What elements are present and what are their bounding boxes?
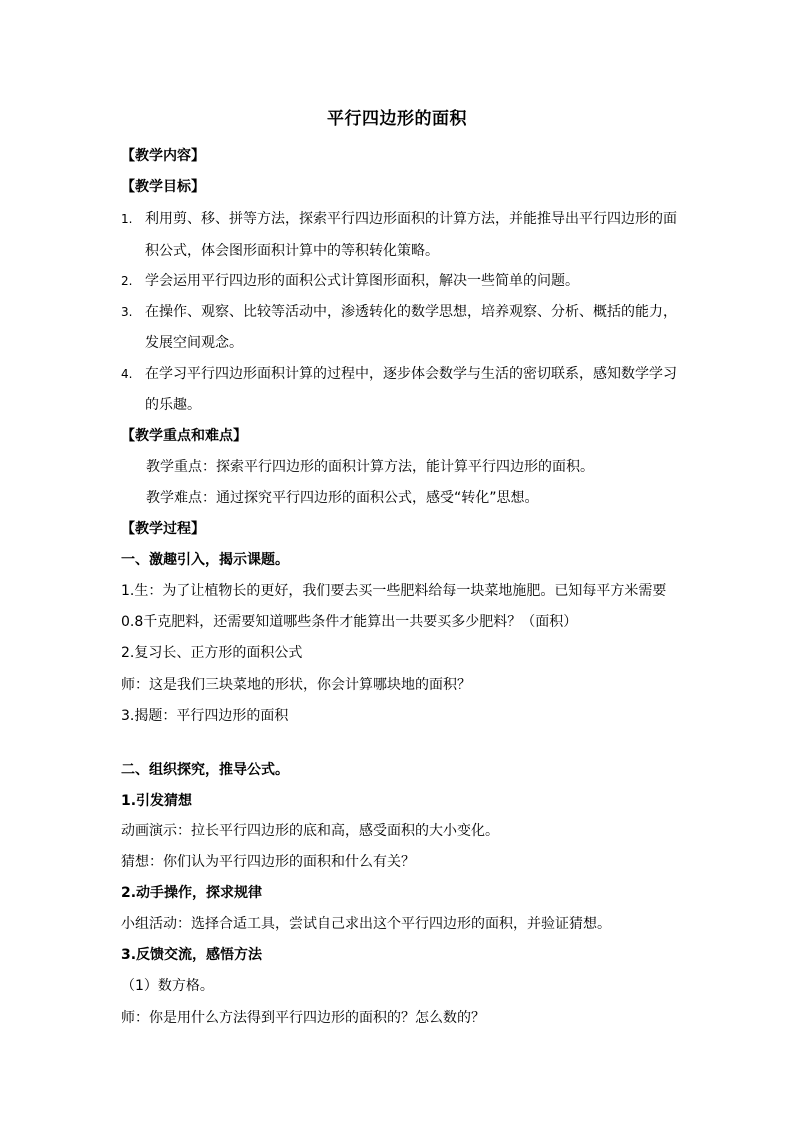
- section-2-paragraph-3: 小组活动：选择合适工具，尝试自己求出这个平行四边形的面积，并验证猜想。: [121, 916, 611, 932]
- goal-item-3: [121, 302, 677, 322]
- section-2-subheading-3: 3.反馈交流，感悟方法: [121, 947, 263, 963]
- section-2-heading: 二、组织探究，推导公式。: [121, 762, 289, 778]
- content-heading: 【教学内容】: [121, 148, 205, 164]
- section-1-paragraph-4: 3.揭题：平行四边形的面积: [121, 708, 289, 724]
- goal-item-1-continued: 积公式，体会图形面积计算中的等积转化策略。: [145, 243, 439, 259]
- section-2-paragraph-5: 师：你是用什么方法得到平行四边形的面积的？怎么数的？: [121, 1010, 485, 1026]
- section-1-paragraph-3: 师：这是我们三块菜地的形状，你会计算哪块地的面积？: [121, 677, 471, 693]
- process-heading: 【教学过程】: [121, 521, 205, 537]
- goal-text: 学会运用平行四边形的面积公式计算图形面积，解决一些简单的问题。: [145, 273, 579, 289]
- goal-number: 2.: [121, 274, 133, 288]
- key-heading: 【教学重点和难点】: [121, 428, 247, 444]
- section-2-paragraph-1: 动画演示：拉长平行四边形的底和高，感受面积的大小变化。: [121, 823, 499, 839]
- goals-heading: 【教学目标】: [121, 179, 205, 195]
- section-2-subheading-1: 1.引发猜想: [121, 793, 193, 809]
- goal-item-3-continued: 发展空间观念。: [145, 335, 243, 351]
- section-1-paragraph-1-continued: 0.8千克肥料，还需要知道哪些条件才能算出一共要买多少肥料？（面积）: [121, 614, 578, 630]
- goal-item-1: [121, 209, 677, 229]
- goal-item-4-continued: 的乐趣。: [145, 397, 201, 413]
- difficult-point: 教学难点：通过探究平行四边形的面积公式，感受“转化”思想。: [146, 490, 539, 506]
- section-1-paragraph-1: 1.生：为了让植物长的更好，我们要去买一些肥料给每一块菜地施肥。已知每平方米需要: [121, 583, 667, 599]
- goal-item-2: [121, 271, 579, 291]
- goal-number: 1.: [121, 212, 133, 226]
- goal-text: 在操作、观察、比较等活动中，渗透转化的数学思想，培养观察、分析、概括的能力，: [145, 304, 677, 320]
- goal-text: 利用剪、移、拼等方法，探索平行四边形面积的计算方法，并能推导出平行四边形的面: [145, 211, 677, 227]
- document-title: 平行四边形的面积: [327, 109, 467, 129]
- goal-number: 4.: [121, 367, 133, 381]
- key-point: 教学重点：探索平行四边形的面积计算方法，能计算平行四边形的面积。: [146, 459, 594, 475]
- goal-number: 3.: [121, 305, 133, 319]
- section-2-subheading-2: 2.动手操作，探求规律: [121, 885, 263, 901]
- goal-text: 在学习平行四边形面积计算的过程中，逐步体会数学与生活的密切联系，感知数学学习: [145, 366, 677, 382]
- section-2-paragraph-2: 猜想：你们认为平行四边形的面积和什么有关？: [121, 854, 415, 870]
- section-2-paragraph-4: （1）数方格。: [121, 978, 214, 994]
- section-1-paragraph-2: 2.复习长、正方形的面积公式: [121, 645, 303, 661]
- goal-item-4: [121, 364, 677, 384]
- section-1-heading: 一、激趣引入，揭示课题。: [121, 552, 289, 568]
